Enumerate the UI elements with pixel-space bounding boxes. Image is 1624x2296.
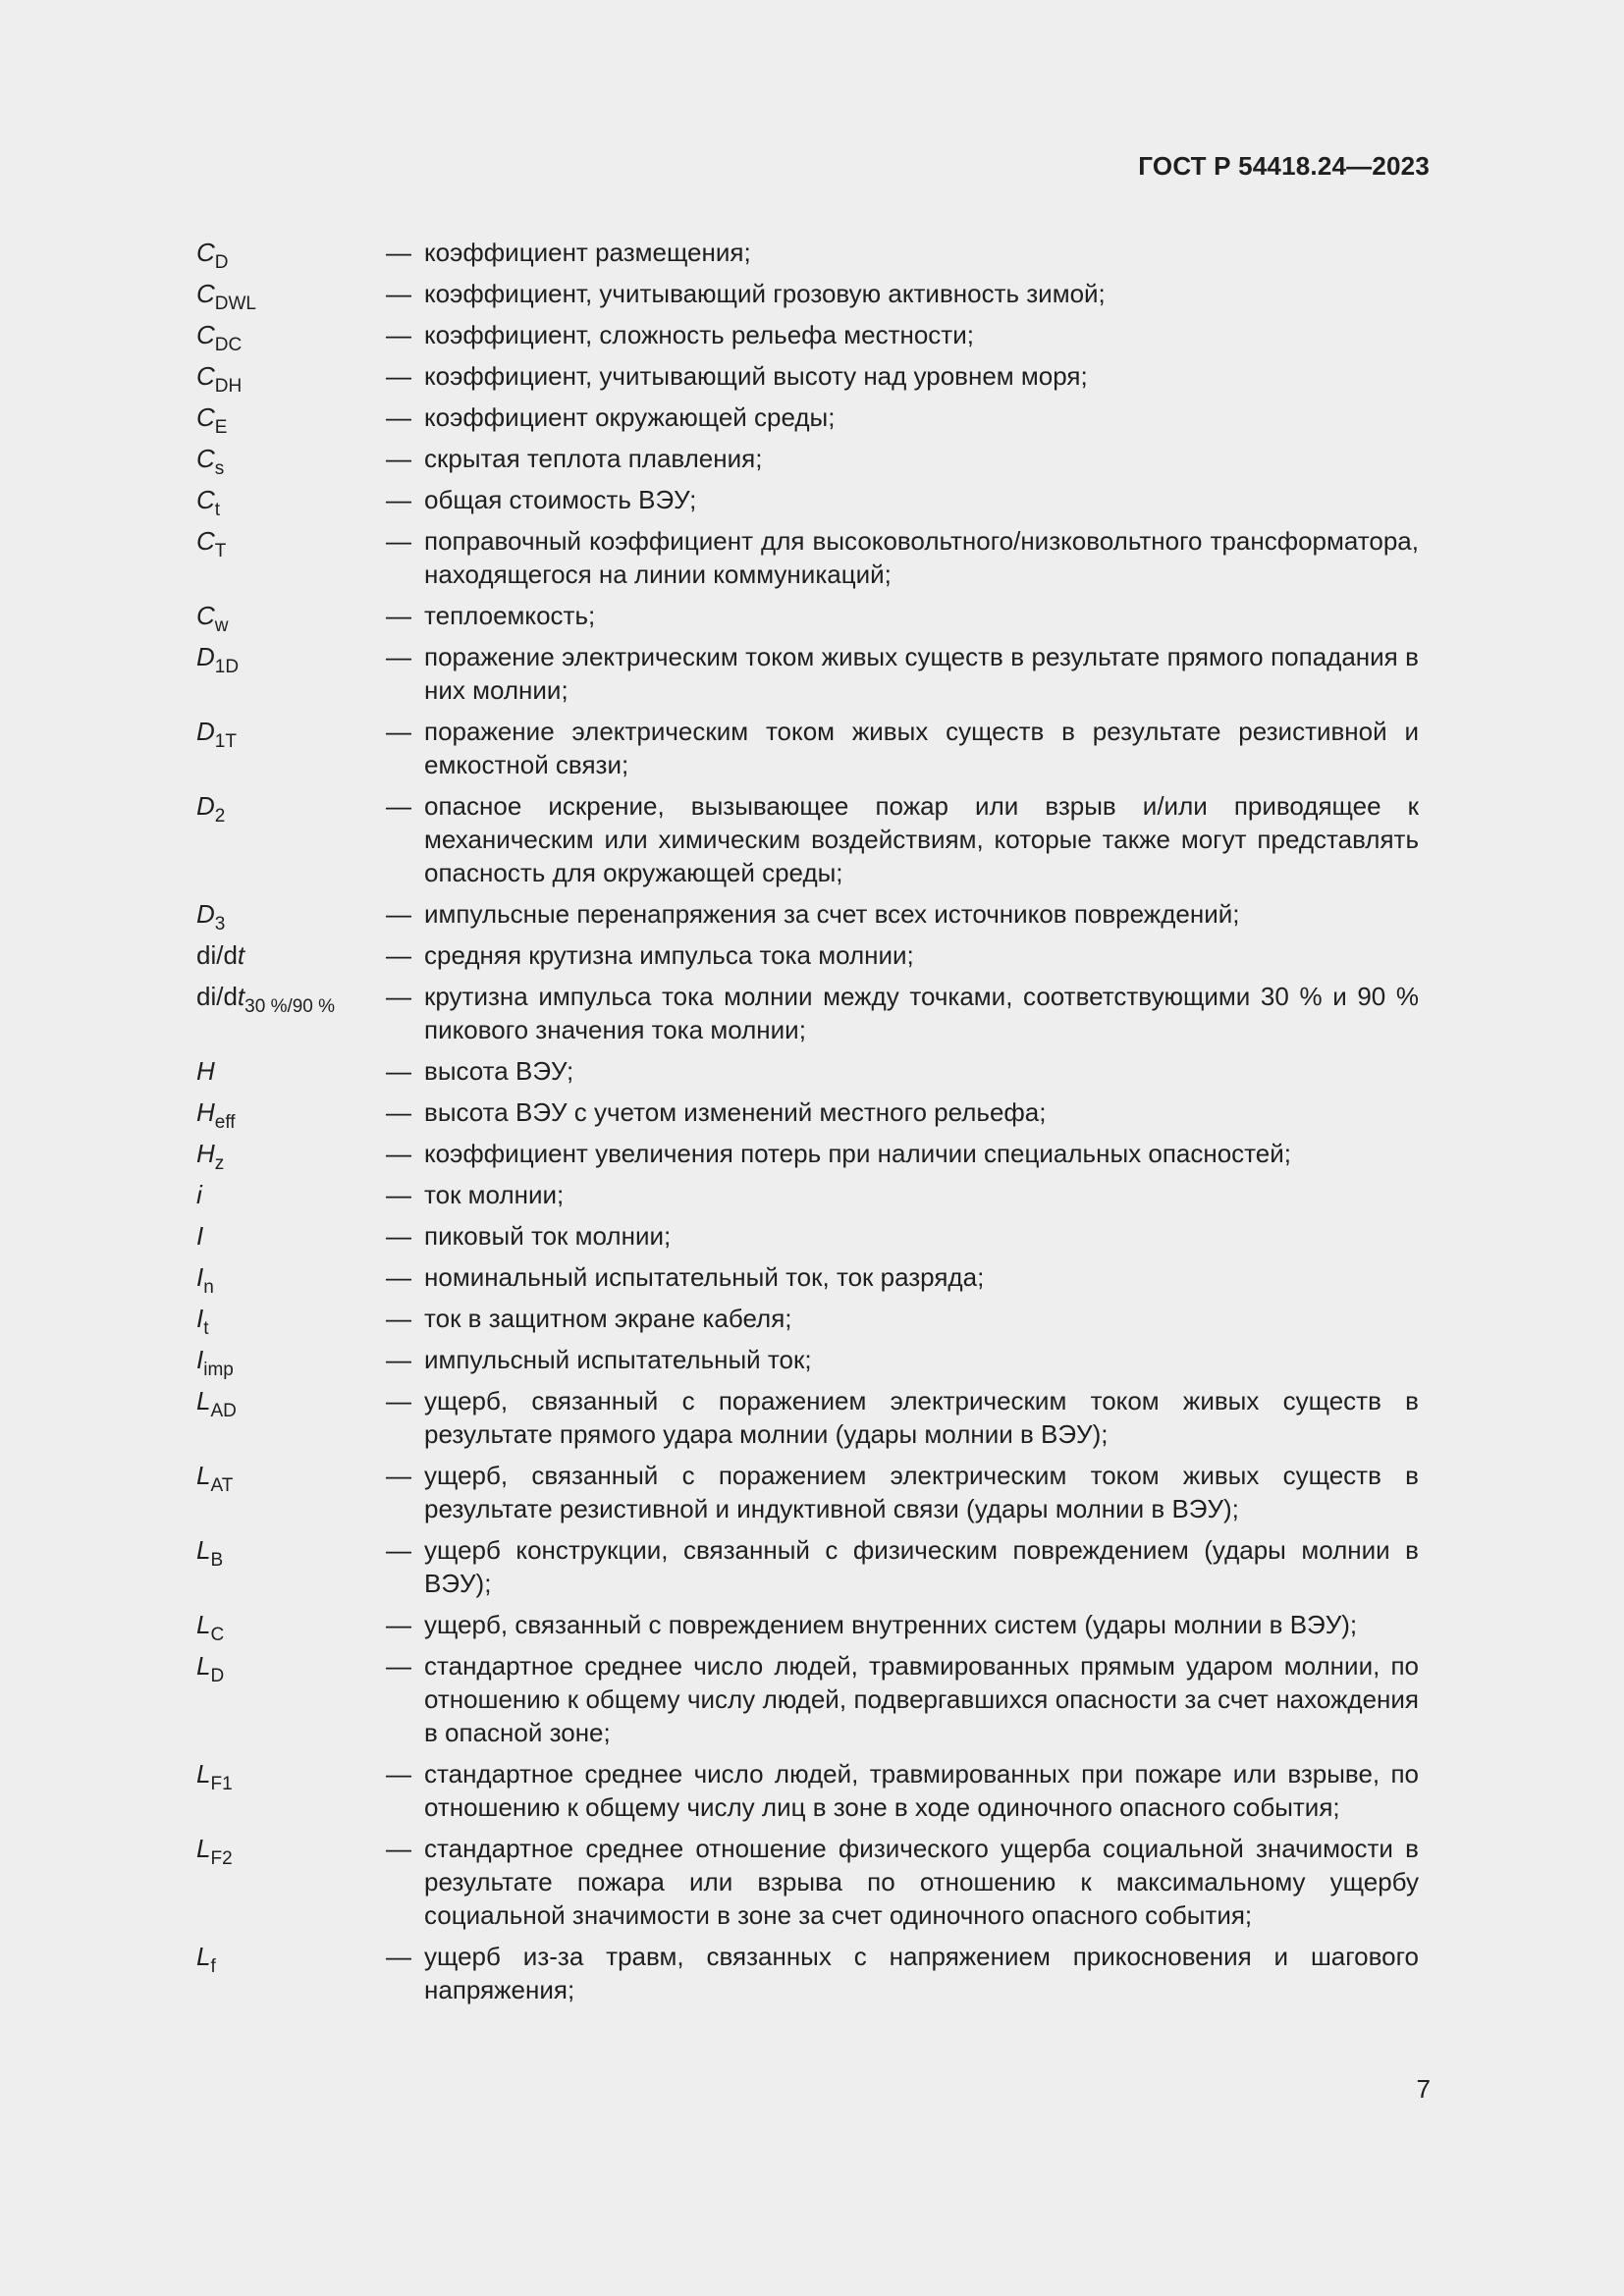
definition-text: импульсные перенапряжения за счет всех источников повреждений; <box>424 899 1240 929</box>
symbol-subscript: 1D <box>214 657 240 677</box>
symbol-subscript: D <box>210 1666 225 1686</box>
symbol-letter: C <box>196 279 215 308</box>
symbol-subscript: 1T <box>214 731 237 752</box>
definition-text: поправочный коэффициент для высоковольтного/низковольтного трансформатора, находящегося на линии коммуникаций; <box>424 526 1419 589</box>
definition-symbol <box>196 1054 373 1088</box>
symbol-letter: L <box>196 1942 211 1971</box>
symbol-subscript: T <box>214 541 227 561</box>
symbol-subscript: imp <box>203 1360 234 1380</box>
definition-dash: — <box>386 238 411 267</box>
definition-symbol <box>196 483 373 520</box>
page-number: 7 <box>1416 2074 1431 2104</box>
symbol-letter: C <box>196 485 215 514</box>
definition-symbol <box>196 277 373 314</box>
definition-dash: — <box>386 1386 411 1415</box>
definition-text: стандартное среднее отношение физического ущерба социальной значимости в результате пожара или взрыва по отношению к максимальному ущербу социальной значимости в зоне за счет одиночного опасного события; <box>424 1834 1419 1930</box>
definition-entry <box>196 789 1419 889</box>
symbol-subscript: F2 <box>210 1848 233 1869</box>
symbol-letter: H <box>196 1097 215 1127</box>
definition-symbol <box>196 1649 373 1686</box>
definition-symbol <box>196 524 373 561</box>
definition-entry <box>196 1459 1419 1525</box>
definition-dash: — <box>386 642 411 671</box>
symbol-letter: D <box>196 791 215 821</box>
definition-symbol <box>196 1459 373 1496</box>
definition-text: ущерб из-за травм, связанных с напряжением прикосновения и шагового напряжения; <box>424 1942 1419 2004</box>
definition-entry <box>196 1757 1419 1824</box>
definition-text: опасное искрение, вызывающее пожар или взрыв и/или приводящее к механическим или химическим воздействиям, которые также могут представлять опасность для окружающей среды; <box>424 791 1419 887</box>
definition-symbol <box>196 1302 373 1339</box>
definition-symbol <box>196 599 373 636</box>
definition-entry <box>196 1608 1419 1645</box>
definition-symbol <box>196 442 373 479</box>
symbol-letter: L <box>196 1461 211 1490</box>
definition-dash: — <box>386 279 411 308</box>
symbol-subscript: f <box>210 1956 216 1977</box>
definition-entry <box>196 277 1419 314</box>
definition-text: коэффициент окружающей среды; <box>424 402 836 432</box>
symbol-letter: I <box>196 1345 204 1374</box>
definition-text: стандартное среднее число людей, травмированных при пожаре или взрыве, по отношению к общему числу лиц в зоне в ходе одиночного опасного события; <box>424 1759 1419 1822</box>
definition-text: пиковый ток молнии; <box>424 1221 672 1251</box>
symbol-subscript: w <box>214 615 229 636</box>
symbol-letter: C <box>196 444 215 473</box>
definition-dash: — <box>386 1180 411 1209</box>
symbol-letter: t <box>237 940 245 970</box>
definition-text: поражение электрическим током живых существ в результате резистивной и емкостной связи; <box>424 717 1419 779</box>
symbol-letter: L <box>196 1759 211 1789</box>
definition-dash: — <box>386 1221 411 1251</box>
definition-dash: — <box>386 982 411 1011</box>
symbol-prefix: di/d <box>196 940 238 970</box>
definition-symbol <box>196 1343 373 1380</box>
definition-entry <box>196 1940 1419 2006</box>
symbol-subscript: t <box>203 1318 209 1339</box>
definition-dash: — <box>386 320 411 349</box>
definition-entry <box>196 236 1419 273</box>
symbol-letter: I <box>196 1262 204 1292</box>
definition-dash: — <box>386 361 411 391</box>
symbol-letter: I <box>196 1304 204 1333</box>
definition-text: ущерб, связанный с поражением электрическим током живых существ в результате прямого удара молнии (удары молнии в ВЭУ); <box>424 1386 1419 1449</box>
definition-entry <box>196 1343 1419 1380</box>
symbol-letter: L <box>196 1535 211 1565</box>
definition-dash: — <box>386 444 411 473</box>
definition-dash: — <box>386 1535 411 1565</box>
definition-entry <box>196 715 1419 781</box>
definition-entry <box>196 1260 1419 1298</box>
definition-symbol <box>196 1178 373 1211</box>
definition-entry <box>196 938 1419 972</box>
definition-dash: — <box>386 1056 411 1086</box>
definition-symbol <box>196 789 373 827</box>
definition-entry <box>196 640 1419 707</box>
definition-entry <box>196 1054 1419 1088</box>
symbol-prefix: di/d <box>196 982 238 1011</box>
definition-text: ущерб конструкции, связанный с физическим повреждением (удары молнии в ВЭУ); <box>424 1535 1419 1598</box>
definition-entry <box>196 980 1419 1046</box>
definition-symbol <box>196 1832 373 1869</box>
definition-dash: — <box>386 1651 411 1681</box>
definition-text: коэффициент, учитывающий грозовую активность зимой; <box>424 279 1106 308</box>
symbol-subscript: DH <box>214 376 243 397</box>
definition-entry <box>196 1832 1419 1932</box>
definition-text: высота ВЭУ; <box>424 1056 574 1086</box>
definition-dash: — <box>386 1461 411 1490</box>
symbol-subscript: D <box>214 252 229 273</box>
symbol-letter: D <box>196 899 215 929</box>
symbol-subscript: eff <box>214 1112 236 1133</box>
definition-entry <box>196 1302 1419 1339</box>
symbol-subscript: DWL <box>214 294 257 314</box>
definition-dash: — <box>386 1610 411 1639</box>
definition-text: теплоемкость; <box>424 601 596 630</box>
symbol-subscript: F1 <box>210 1774 233 1794</box>
definitions-list <box>196 236 1419 2014</box>
symbol-letter: L <box>196 1610 211 1639</box>
definition-text: скрытая теплота плавления; <box>424 444 763 473</box>
definition-entry <box>196 1178 1419 1211</box>
definition-entry <box>196 897 1419 934</box>
definition-text: импульсный испытательный ток; <box>424 1345 812 1374</box>
definition-symbol <box>196 1219 373 1253</box>
definition-entry <box>196 359 1419 397</box>
definition-dash: — <box>386 1345 411 1374</box>
definition-dash: — <box>386 485 411 514</box>
definition-dash: — <box>386 1097 411 1127</box>
definition-symbol <box>196 359 373 397</box>
definition-text: средняя крутизна импульса тока молнии; <box>424 940 914 970</box>
symbol-letter: L <box>196 1834 211 1863</box>
definition-dash: — <box>386 526 411 556</box>
symbol-letter: t <box>237 982 245 1011</box>
symbol-letter: C <box>196 361 215 391</box>
symbol-subscript: B <box>210 1550 224 1571</box>
definition-dash: — <box>386 1139 411 1168</box>
definition-dash: — <box>386 1834 411 1863</box>
definition-dash: — <box>386 1942 411 1971</box>
definition-text: ущерб, связанный с повреждением внутренних систем (удары молнии в ВЭУ); <box>424 1610 1358 1639</box>
symbol-letter: i <box>196 1180 202 1209</box>
definition-dash: — <box>386 1262 411 1292</box>
definition-text: ток молнии; <box>424 1180 565 1209</box>
definition-entry <box>196 1533 1419 1600</box>
definition-symbol <box>196 938 373 972</box>
definition-text: коэффициент, сложность рельефа местности; <box>424 320 974 349</box>
definition-dash: — <box>386 899 411 929</box>
symbol-letter: C <box>196 402 215 432</box>
definition-entry <box>196 1137 1419 1174</box>
definition-text: поражение электрическим током живых существ в результате прямого попадания в них молнии; <box>424 642 1419 705</box>
definition-symbol <box>196 236 373 273</box>
definition-entry <box>196 318 1419 355</box>
definition-text: коэффициент, учитывающий высоту над уровнем моря; <box>424 361 1088 391</box>
symbol-subscript: AD <box>210 1401 237 1421</box>
definition-text: коэффициент размещения; <box>424 238 751 267</box>
definition-symbol <box>196 980 373 1017</box>
symbol-subscript: 30 %/90 % <box>244 996 336 1017</box>
definition-symbol <box>196 1757 373 1794</box>
symbol-subscript: n <box>203 1277 214 1298</box>
definition-text: номинальный испытательный ток, ток разряда; <box>424 1262 985 1292</box>
symbol-letter: H <box>196 1056 215 1086</box>
symbol-letter: L <box>196 1651 211 1681</box>
symbol-letter: D <box>196 717 215 746</box>
symbol-subscript: DC <box>214 335 243 355</box>
definition-entry <box>196 1219 1419 1253</box>
definition-entry <box>196 1095 1419 1133</box>
definition-symbol <box>196 897 373 934</box>
definition-symbol <box>196 1095 373 1133</box>
symbol-letter: C <box>196 320 215 349</box>
definition-symbol <box>196 318 373 355</box>
symbol-subscript: 2 <box>214 806 226 827</box>
definition-text: ток в защитном экране кабеля; <box>424 1304 792 1333</box>
definition-text: ущерб, связанный с поражением электрическим током живых существ в результате резистивной и индуктивной связи (удары молнии в ВЭУ); <box>424 1461 1419 1523</box>
definition-text: коэффициент увеличения потерь при наличии специальных опасностей; <box>424 1139 1291 1168</box>
symbol-letter: C <box>196 601 215 630</box>
definition-symbol <box>196 640 373 677</box>
definition-entry <box>196 1384 1419 1451</box>
definition-dash: — <box>386 717 411 746</box>
definition-entry <box>196 599 1419 636</box>
definition-symbol <box>196 400 373 438</box>
definition-dash: — <box>386 601 411 630</box>
definition-entry <box>196 400 1419 438</box>
symbol-letter: D <box>196 642 215 671</box>
symbol-letter: L <box>196 1386 211 1415</box>
definition-dash: — <box>386 1304 411 1333</box>
definition-text: стандартное среднее число людей, травмированных прямым ударом молнии, по отношению к общему числу людей, подвергавшихся опасности за счет нахождения в опасной зоне; <box>424 1651 1419 1747</box>
definition-entry <box>196 442 1419 479</box>
definition-symbol <box>196 1608 373 1645</box>
symbol-subscript: C <box>210 1625 225 1645</box>
symbol-subscript: 3 <box>214 914 226 934</box>
symbol-subscript: t <box>214 500 221 520</box>
document-header: ГОСТ Р 54418.24—2023 <box>1138 151 1430 181</box>
definition-symbol <box>196 1137 373 1174</box>
symbol-subscript: AT <box>210 1475 234 1496</box>
symbol-subscript: s <box>214 458 225 479</box>
definition-symbol <box>196 1940 373 1977</box>
symbol-letter: H <box>196 1139 215 1168</box>
definition-symbol <box>196 1260 373 1298</box>
definition-entry <box>196 1649 1419 1749</box>
definition-dash: — <box>386 940 411 970</box>
definition-entry <box>196 524 1419 591</box>
definition-text: высота ВЭУ с учетом изменений местного рельефа; <box>424 1097 1047 1127</box>
definition-text: общая стоимость ВЭУ; <box>424 485 697 514</box>
definition-text: крутизна импульса тока молнии между точками, соответствующими 30 % и 90 % пикового значения тока молнии; <box>424 982 1419 1044</box>
symbol-subscript: z <box>214 1153 225 1174</box>
definition-dash: — <box>386 791 411 821</box>
symbol-letter: C <box>196 238 215 267</box>
definition-symbol <box>196 1384 373 1421</box>
symbol-subscript: E <box>214 417 228 438</box>
definition-dash: — <box>386 402 411 432</box>
symbol-letter: C <box>196 526 215 556</box>
symbol-letter: I <box>196 1221 204 1251</box>
definition-entry <box>196 483 1419 520</box>
definition-symbol <box>196 715 373 752</box>
definition-symbol <box>196 1533 373 1571</box>
definition-dash: — <box>386 1759 411 1789</box>
